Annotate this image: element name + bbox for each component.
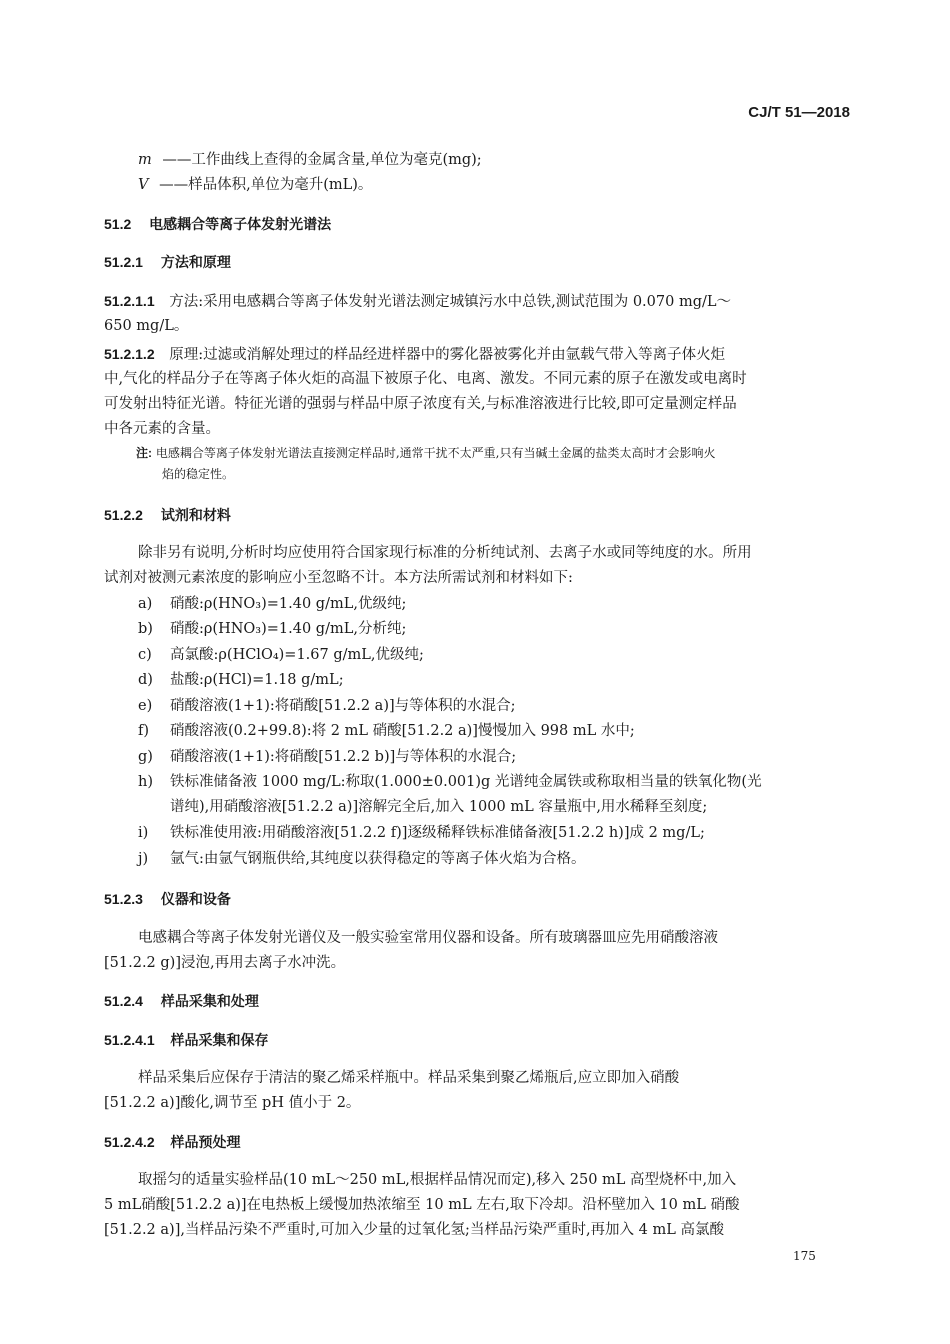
list-item-text: 硝酸溶液(1+1):将硝酸[51.2.2 a)]与等体积的水混合; xyxy=(170,698,516,714)
list-item-label: d) xyxy=(138,672,153,688)
list-item-text: 铁标准储备液 1000 mg/L:称取(1.000±0.001)g 光谱纯金属铁或称取相当量的铁氧化物(光 xyxy=(170,774,762,790)
page-number: 175 xyxy=(793,1249,816,1263)
list-item-label: a) xyxy=(138,596,153,612)
standard-code: CJ/T 51—2018 xyxy=(748,104,850,121)
list-item-text: 硝酸溶液(0.2+99.8):将 2 mL 硝酸[51.2.2 a)]慢慢加入 998 mL 水中; xyxy=(170,723,635,739)
section-heading-51-2-4 xyxy=(104,991,259,1011)
clause-line: 可发射出特征光谱。特征光谱的强弱与样品中原子浓度有关,与标准溶液进行比较,即可定量测定样品 xyxy=(104,396,737,412)
clause-number: 51.2.1.2 xyxy=(104,346,155,362)
list-item-label: h) xyxy=(138,774,153,790)
section-title: 样品预处理 xyxy=(170,1134,241,1150)
list-item-text: 铁标准使用液:用硝酸溶液[51.2.2 f)]逐级稀释铁标准储备液[51.2.2 h)]成 2 mg/L; xyxy=(170,825,705,841)
section-number: 51.2.2 xyxy=(104,507,143,523)
paragraph-line: 电感耦合等离子体发射光谱仪及一般实验室常用仪器和设备。所有玻璃器皿应先用硝酸溶液 xyxy=(138,930,718,946)
paragraph-line: 试剂对被测元素浓度的影响应小至忽略不计。本方法所需试剂和材料如下: xyxy=(104,570,573,586)
paragraph-line: 5 mL硝酸[51.2.2 a)]在电热板上缓慢加热浓缩至 10 mL 左右,取下冷却。沿杯壁加入 10 mL 硝酸 xyxy=(104,1197,740,1213)
list-item xyxy=(138,645,858,665)
list-item-label: i) xyxy=(138,825,149,841)
list-item xyxy=(138,823,858,843)
note-line: 电感耦合等离子体发射光谱法直接测定样品时,通常干扰不太严重,只有当碱土金属的盐类太高时才会影响火 xyxy=(155,446,716,460)
section-heading-51-2-4-2 xyxy=(104,1132,241,1152)
section-heading-51-2-4-1 xyxy=(104,1030,269,1050)
section-title: 电感耦合等离子体发射光谱法 xyxy=(149,216,332,232)
list-item-label: j) xyxy=(138,851,149,867)
clause-51-2-1-1 xyxy=(104,291,731,312)
list-item-label: e) xyxy=(138,698,153,714)
paragraph-line: 样品采集后应保存于清洁的聚乙烯采样瓶中。样品采集到聚乙烯瓶后,应立即加入硝酸 xyxy=(138,1070,680,1086)
section-number: 51.2.1 xyxy=(104,254,143,270)
clause-51-2-1-2 xyxy=(104,344,725,365)
list-item-label: f) xyxy=(138,723,150,739)
section-number: 51.2.4.2 xyxy=(104,1134,155,1150)
list-item-label: g) xyxy=(138,749,153,765)
section-number: 51.2.4.1 xyxy=(104,1032,155,1048)
list-item xyxy=(138,670,858,690)
list-item xyxy=(138,721,858,741)
list-item-text: 氩气:由氩气钢瓶供给,其纯度以获得稳定的等离子体火焰为合格。 xyxy=(170,851,586,867)
section-number: 51.2.4 xyxy=(104,993,143,1009)
section-title: 样品采集和处理 xyxy=(160,993,259,1009)
list-item-text: 谱纯),用硝酸溶液[51.2.2 a)]溶解完全后,加入 1000 mL 容量瓶中,用水稀释至刻度; xyxy=(170,799,708,815)
section-title: 试剂和材料 xyxy=(160,507,231,523)
list-item xyxy=(138,696,858,716)
clause-line: 中各元素的含量。 xyxy=(104,421,220,437)
list-item-label: b) xyxy=(138,621,153,637)
note-label: 注: xyxy=(136,446,152,460)
list-item-text: 硝酸:ρ(HNO₃)=1.40 g/mL,优级纯; xyxy=(170,596,407,612)
paragraph-line: 除非另有说明,分析时均应使用符合国家现行标准的分析纯试剂、去离子水或同等纯度的水。所用 xyxy=(138,545,752,561)
note xyxy=(136,444,715,462)
section-heading-51-2-2 xyxy=(104,505,231,525)
list-item-text: 高氯酸:ρ(HClO₄)=1.67 g/mL,优级纯; xyxy=(170,647,424,663)
list-item xyxy=(138,849,858,869)
clause-line: 中,气化的样品分子在等离子体火炬的高温下被原子化、电离、激发。不同元素的原子在激发或电离时 xyxy=(104,371,747,387)
section-heading-51-2 xyxy=(104,214,331,234)
section-number: 51.2.3 xyxy=(104,891,143,907)
definition-text: ——工作曲线上查得的金属含量,单位为毫克(mg); xyxy=(162,152,482,168)
paragraph-line: [51.2.2 a)],当样品污染不严重时,可加入少量的过氧化氢;当样品污染严重时,再加入 4 mL 高氯酸 xyxy=(104,1222,724,1238)
list-item xyxy=(138,619,858,639)
paragraph-line: [51.2.2 g)]浸泡,再用去离子水冲洗。 xyxy=(104,955,346,971)
note-line: 焰的稳定性。 xyxy=(162,467,235,481)
list-item-label: c) xyxy=(138,647,152,663)
definition-v xyxy=(138,175,372,195)
section-title: 样品采集和保存 xyxy=(170,1032,269,1048)
clause-number: 51.2.1.1 xyxy=(104,293,155,309)
section-heading-51-2-3 xyxy=(104,889,231,909)
list-item xyxy=(138,594,858,614)
list-item-text: 盐酸:ρ(HCl)=1.18 g/mL; xyxy=(170,672,344,688)
definition-m xyxy=(138,150,482,170)
section-number: 51.2 xyxy=(104,216,132,232)
paragraph-line: 取摇匀的适量实验样品(10 mL～250 mL,根据样品情况而定),移入 250 mL 高型烧杯中,加入 xyxy=(138,1172,737,1188)
list-item xyxy=(138,772,858,818)
list-item-text: 硝酸:ρ(HNO₃)=1.40 g/mL,分析纯; xyxy=(170,621,407,637)
clause-line: 方法:采用电感耦合等离子体发射光谱法测定城镇污水中总铁,测试范围为 0.070 mg/L～ xyxy=(169,294,731,310)
section-title: 方法和原理 xyxy=(160,254,231,270)
clause-line: 原理:过滤或消解处理过的样品经进样器中的雾化器被雾化并由氩载气带入等离子体火炬 xyxy=(169,347,726,363)
clause-line: 650 mg/L。 xyxy=(104,318,189,334)
list-item-text: 硝酸溶液(1+1):将硝酸[51.2.2 b)]与等体积的水混合; xyxy=(170,749,517,765)
definition-symbol: V xyxy=(138,177,149,193)
section-title: 仪器和设备 xyxy=(160,891,231,907)
definition-symbol: m xyxy=(138,152,152,168)
definition-text: ——样品体积,单位为毫升(mL)。 xyxy=(159,177,373,193)
section-heading-51-2-1 xyxy=(104,252,231,272)
paragraph-line: [51.2.2 a)]酸化,调节至 pH 值小于 2。 xyxy=(104,1095,361,1111)
list-item xyxy=(138,747,858,767)
